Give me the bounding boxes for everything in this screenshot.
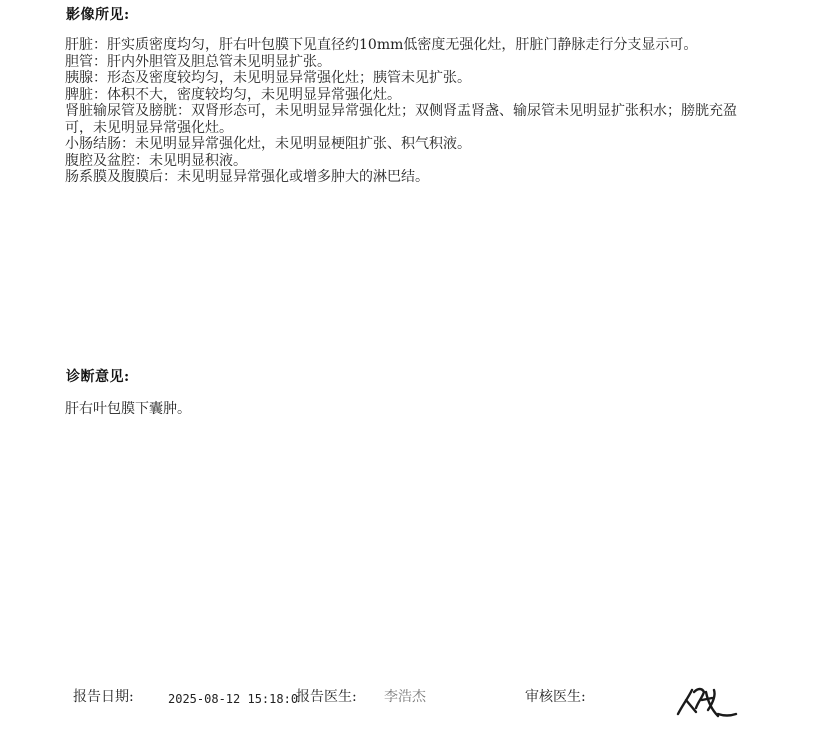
findings-heading: 影像所见: bbox=[66, 7, 130, 23]
reporter-label: 报告医生: bbox=[296, 689, 357, 705]
finding-liver: 肝脏：肝实质密度均匀，肝右叶包膜下见直径约10mm低密度无强化灶，肝脏门静脉走行分支显示可。 bbox=[65, 37, 698, 53]
finding-abdominal-pelvic-cavity: 腹腔及盆腔：未见明显积液。 bbox=[65, 152, 247, 169]
finding-intestine: 小肠结肠：未见明显异常强化灶，未见明显梗阻扩张、积气积液。 bbox=[65, 136, 471, 152]
diagnosis-text: 肝右叶包膜下囊肿。 bbox=[65, 401, 191, 417]
reporter-name: 李浩杰 bbox=[384, 689, 426, 705]
report-date-value: 2025-08-12 15:18:0 bbox=[168, 692, 299, 706]
reviewer-signature-image bbox=[672, 678, 742, 722]
finding-mesentery-retroperitoneum: 肠系膜及腹膜后：未见明显异常强化或增多肿大的淋巴结。 bbox=[65, 169, 429, 185]
finding-kidney-ureter-bladder: 肾脏输尿管及膀胱：双肾形态可，未见明显异常强化灶；双侧肾盂肾盏、输尿管未见明显扩张积水；膀胱充盈可，未见明显异常强化灶。 bbox=[65, 103, 737, 136]
finding-pancreas: 胰腺：形态及密度较均匀，未见明显异常强化灶；胰管未见扩张。 bbox=[65, 70, 471, 86]
findings-body bbox=[65, 37, 755, 186]
finding-spleen: 脾脏：体积不大，密度较均匀，未见明显异常强化灶。 bbox=[65, 86, 401, 103]
finding-bile-duct: 胆管：肝内外胆管及胆总管未见明显扩张。 bbox=[65, 53, 331, 70]
reviewer-label: 审核医生: bbox=[525, 689, 586, 705]
report-date-label: 报告日期: bbox=[73, 689, 134, 705]
diagnosis-heading: 诊断意见: bbox=[66, 369, 130, 385]
